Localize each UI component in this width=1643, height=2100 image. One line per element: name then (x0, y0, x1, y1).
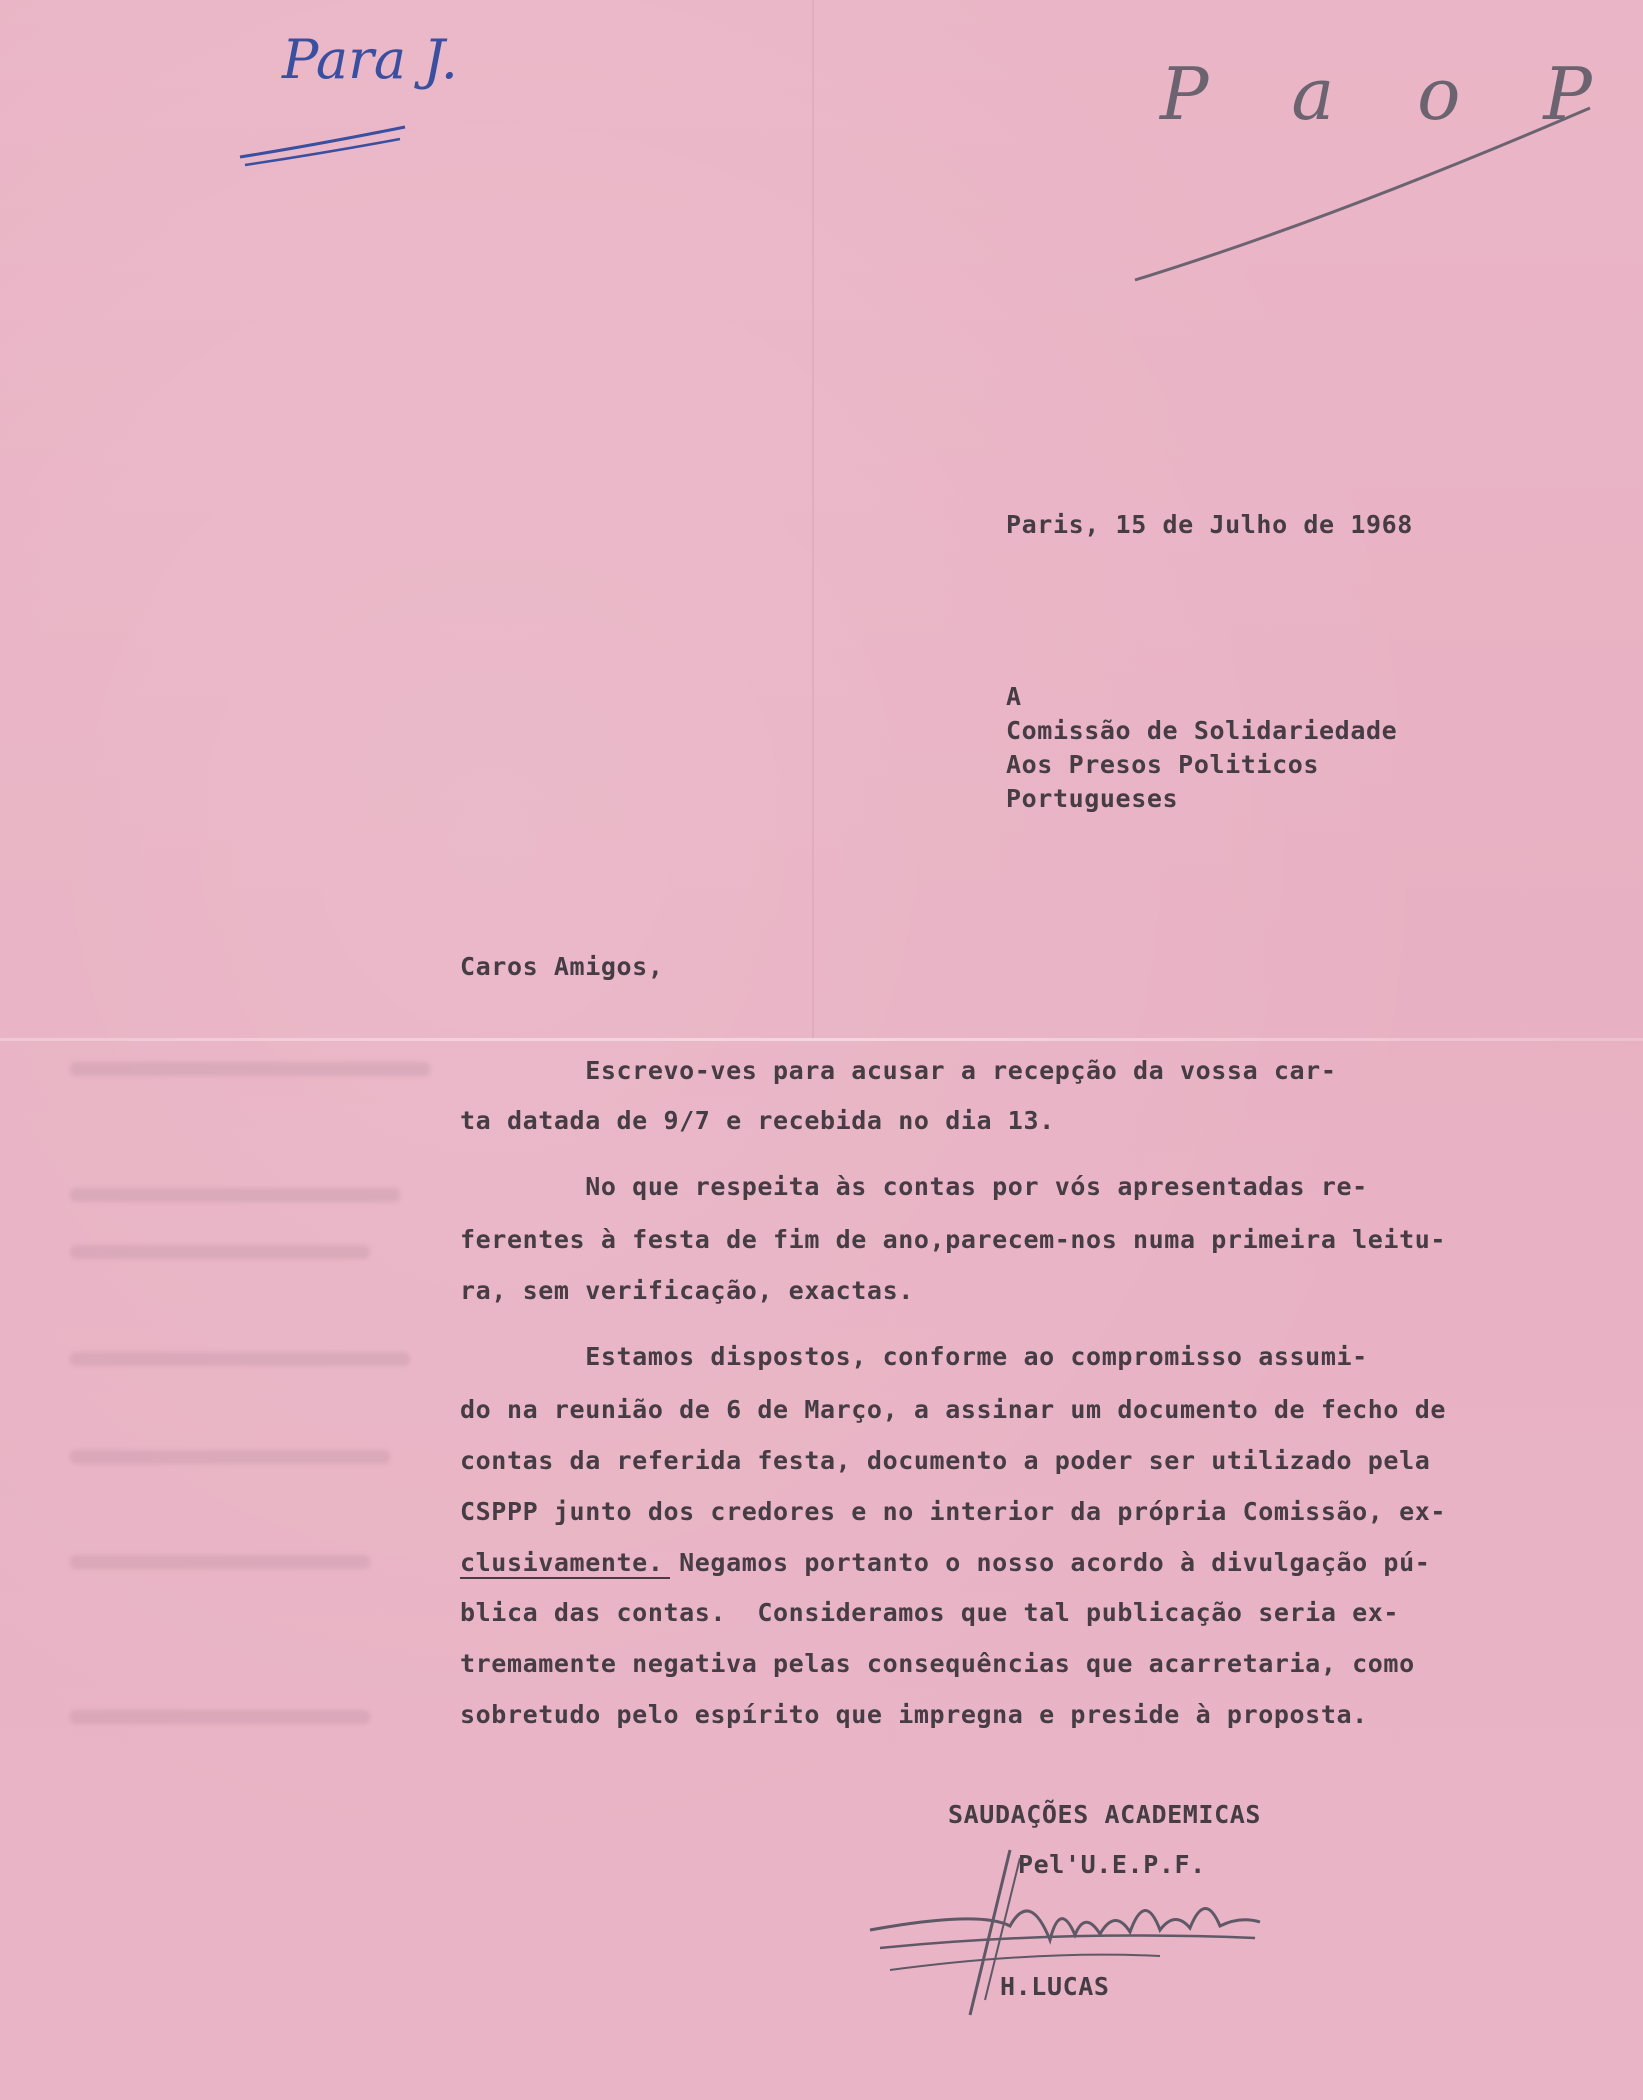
body-line: Estamos dispostos, conforme ao compromisso assumi- (460, 1342, 1368, 1371)
body-line: ferentes à festa de fim de ano,parecem-nos numa primeira leitu- (460, 1225, 1447, 1254)
show-through-mark (70, 1450, 390, 1464)
recipient-line-3: Portugueses (1006, 784, 1179, 813)
body-line: clusivamente. Negamos portanto o nosso acordo à divulgação pú- (460, 1548, 1431, 1577)
date-line: Paris, 15 de Julho de 1968 (1006, 510, 1413, 539)
emphasis-underline (460, 1577, 670, 1579)
show-through-mark (70, 1245, 370, 1259)
paper-fold-vertical (812, 0, 814, 1038)
salutation: Caros Amigos, (460, 952, 664, 981)
closing: SAUDAÇÕES ACADEMICAS (948, 1800, 1262, 1829)
body-line: contas da referida festa, documento a poder ser utilizado pela (460, 1446, 1431, 1475)
on-behalf-of: Pel'U.E.P.F. (1018, 1850, 1206, 1879)
body-line: ra, sem verificação, exactas. (460, 1276, 914, 1305)
paper-fold-horizontal (0, 1038, 1643, 1041)
body-line: do na reunião de 6 de Março, a assinar um documento de fecho de (460, 1395, 1447, 1424)
body-line: CSPPP junto dos credores e no interior da própria Comissão, ex- (460, 1497, 1447, 1526)
body-line: sobretudo pelo espírito que impregna e preside à proposta. (460, 1700, 1368, 1729)
body-line: blica das contas. Consideramos que tal publicação seria ex- (460, 1598, 1400, 1627)
show-through-mark (70, 1555, 370, 1569)
show-through-mark (70, 1352, 410, 1366)
recipient-line-1: Comissão de Solidariedade (1006, 716, 1398, 745)
body-line: ta datada de 9/7 e recebida no dia 13. (460, 1106, 1055, 1135)
pencil-slash-stroke (1130, 100, 1600, 290)
handwritten-note-para-j: Para J. (282, 28, 458, 91)
recipient-line-2: Aos Presos Politicos (1006, 750, 1320, 779)
body-line: No que respeita às contas por vós apresentadas re- (460, 1172, 1368, 1201)
show-through-mark (70, 1188, 400, 1202)
show-through-mark (70, 1710, 370, 1724)
blue-underline-stroke (235, 105, 415, 175)
recipient-prefix: A (1006, 682, 1022, 711)
pencil-note-p-a-o-p: P a o P (1160, 52, 1622, 136)
signatory-name: H.LUCAS (1000, 1972, 1110, 2001)
show-through-mark (70, 1062, 430, 1076)
body-line: Escrevo-ves para acusar a recepção da vossa car- (460, 1056, 1337, 1085)
body-line: tremamente negativa pelas consequências que acarretaria, como (460, 1649, 1415, 1678)
